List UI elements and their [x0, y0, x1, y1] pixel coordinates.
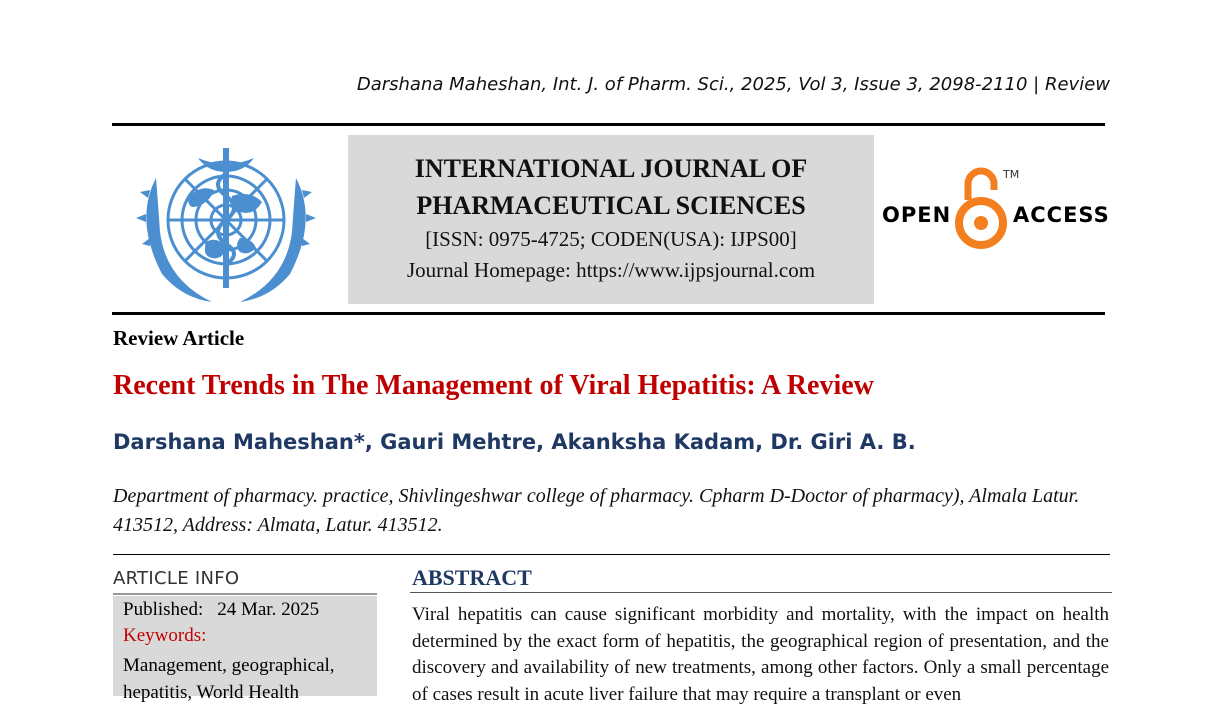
open-access-right-word: ACCESS	[1013, 203, 1110, 227]
header-rule-bottom	[112, 312, 1105, 315]
article-affiliation: Department of pharmacy. practice, Shivlingeshwar college of pharmacy. Cpharm D-Doctor of pharmacy), Almala Latur. 413512, Address: Almata, Latur. 413512.	[113, 485, 1080, 536]
article-info-box	[113, 596, 377, 703]
article-info-rule	[113, 593, 377, 595]
keywords-text: Management, geographical, hepatitis, World Health	[123, 655, 335, 703]
article-type: Review Article	[113, 326, 245, 350]
journal-homepage: Journal Homepage: https://www.ijpsjournal.com	[406, 258, 816, 282]
open-access-badge	[880, 166, 1110, 252]
abstract-text: Viral hepatitis can cause significant morbidity and mortality, with the impact on health determined by the exact form of hepatitis, the geographical region of presentation, and the discovery and availability of new treatments, among other factors. Only a small percentage of cases result in acute liver failure that may require a transplant or even	[412, 604, 1109, 705]
open-access-tm: TM	[1003, 168, 1020, 181]
page-citation: Darshana Maheshan, Int. J. of Pharm. Sci., 2025, Vol 3, Issue 3, 2098-2110 | Review	[356, 74, 1110, 95]
journal-issn: [ISSN: 0975-4725; CODEN(USA): IJPS00]	[425, 227, 797, 251]
article-authors: Darshana Maheshan*, Gauri Mehtre, Akanksha Kadam, Dr. Giri A. B.	[113, 430, 916, 454]
abstract-heading: ABSTRACT	[412, 565, 532, 590]
published-label: Published:	[123, 599, 204, 620]
published-row	[123, 599, 319, 621]
abstract-rule	[410, 592, 1112, 593]
open-access-left-word: OPEN	[882, 203, 952, 227]
keywords-label: Keywords:	[123, 625, 207, 646]
article-info-heading: ARTICLE INFO	[113, 568, 240, 589]
journal-name-line2: PHARMACEUTICAL SCIENCES	[416, 191, 806, 220]
section-divider	[113, 554, 1110, 555]
journal-logo-icon	[128, 138, 324, 304]
published-date: 24 Mar. 2025	[217, 599, 320, 620]
journal-name-line1: INTERNATIONAL JOURNAL OF	[414, 154, 808, 183]
journal-title-box	[348, 135, 874, 304]
header-rule-top	[112, 123, 1105, 126]
article-title: Recent Trends in The Management of Viral Hepatitis: A Review	[113, 370, 874, 401]
